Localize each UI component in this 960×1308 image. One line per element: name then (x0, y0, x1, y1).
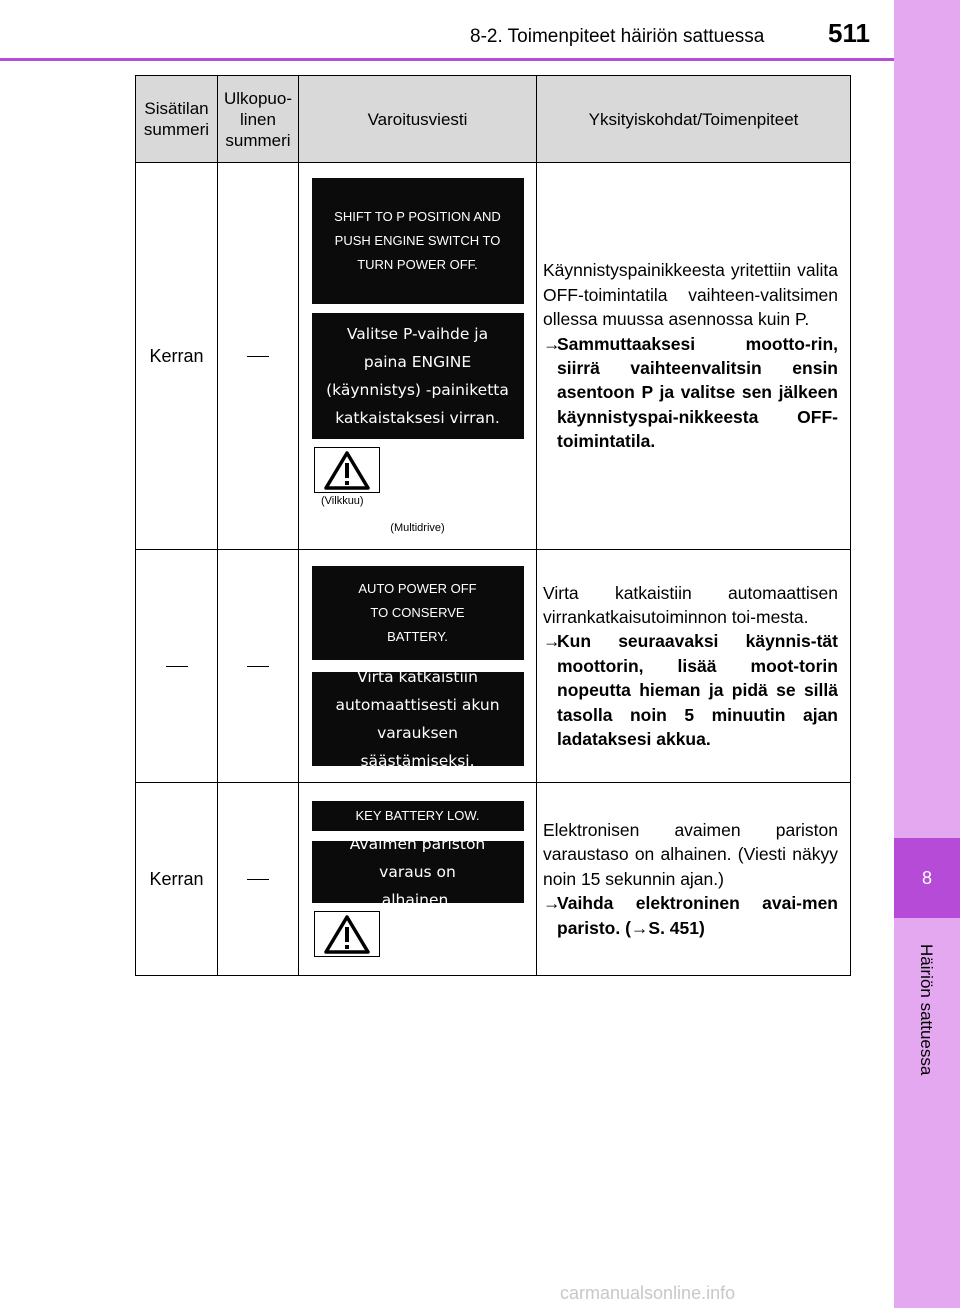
arrow-icon: → (543, 893, 561, 914)
warning-triangle-icon (314, 911, 380, 957)
warning-triangle-icon (324, 450, 370, 490)
table-row (136, 550, 851, 783)
action-text: Vaihda elektroninen avai-men paristo. (→S. 451) (557, 893, 838, 938)
details-text: Käynnistyspainikkeesta yritettiin valita OFF-toimintatila vaihteen-valitsimen ollessa muussa asennossa kuin P. (543, 260, 838, 330)
table-row (136, 163, 851, 550)
warning-table (135, 75, 851, 976)
column-header: Ulkopuo-linen summeri (218, 76, 299, 163)
action-item (543, 891, 838, 940)
details-text: Elektronisen avaimen pariston varaustaso on alhainen. (Viesti näkyy noin 15 sekunnin ajan.) (543, 819, 838, 889)
column-header: Yksityiskohdat/Toimenpiteet (537, 76, 851, 163)
message-cell (299, 783, 537, 976)
chapter-sidebar (894, 0, 960, 1308)
interior-buzzer-cell (136, 550, 218, 783)
message-english: KEY BATTERY LOW. (312, 801, 524, 831)
table-header-row (136, 76, 851, 163)
arrow-icon: → (543, 631, 561, 652)
warning-triangle-icon (314, 447, 380, 493)
action-item (543, 332, 838, 454)
message-english: AUTO POWER OFF TO CONSERVE BATTERY. (312, 566, 524, 660)
chapter-number: 8 (894, 838, 960, 918)
action-text: Kun seuraavaksi käynnis-tät moottorin, lisää moot-torin nopeutta hieman ja pidä se sillä tasolla noin 5 minuutin ajan ladataksesi akkua. (557, 631, 838, 750)
message-finnish: Valitse P-vaihde ja paina ENGINE (käynnistys) -painiketta katkaistaksesi virran. (312, 313, 524, 439)
transmission-caption: (Multidrive) (390, 521, 445, 534)
dash (247, 666, 269, 667)
message-cell (299, 163, 537, 550)
column-header: Sisätilan summeri (136, 76, 218, 163)
message-english: SHIFT TO P POSITION AND PUSH ENGINE SWITCH TO TURN POWER OFF. (312, 178, 524, 304)
watermark: carmanualsonline.info (560, 1283, 736, 1303)
chapter-title-box (896, 930, 956, 1090)
details-text: Virta katkaistiin automaattisen virrankatkaisutoiminnon toi-mesta. (543, 582, 838, 627)
icon-caption: (Vilkkuu) (321, 494, 364, 507)
header-divider (0, 58, 894, 61)
dash (247, 356, 269, 357)
message-finnish: Avaimen pariston varaus on alhainen. (312, 841, 524, 903)
message-cell (299, 550, 537, 783)
chapter-title: Häiriön sattuessa (917, 944, 936, 1076)
message-finnish: Virta katkaistiin automaattisesti akun varauksen säästämiseksi. (312, 672, 524, 766)
table-row (136, 783, 851, 976)
interior-buzzer-cell: Kerran (136, 783, 218, 976)
details-cell (537, 163, 851, 550)
action-item (543, 629, 838, 751)
exterior-buzzer-cell (218, 783, 299, 976)
column-header: Varoitusviesti (299, 76, 537, 163)
exterior-buzzer-cell (218, 550, 299, 783)
section-title: 8-2. Toimenpiteet häiriön sattuessa (470, 26, 765, 47)
arrow-icon: → (543, 333, 561, 354)
action-text: Sammuttaaksesi mootto-rin, siirrä vaihteenvalitsin ensin asentoon P ja valitse sen jälkeen käynnistyspai-nikkeesta OFF-toimintatila. (557, 333, 838, 452)
warning-triangle-icon (324, 914, 370, 954)
page-number: 511 (828, 18, 870, 48)
interior-buzzer-cell: Kerran (136, 163, 218, 550)
exterior-buzzer-cell (218, 163, 299, 550)
dash (247, 879, 269, 880)
details-cell (537, 783, 851, 976)
details-cell (537, 550, 851, 783)
dash (166, 666, 188, 667)
